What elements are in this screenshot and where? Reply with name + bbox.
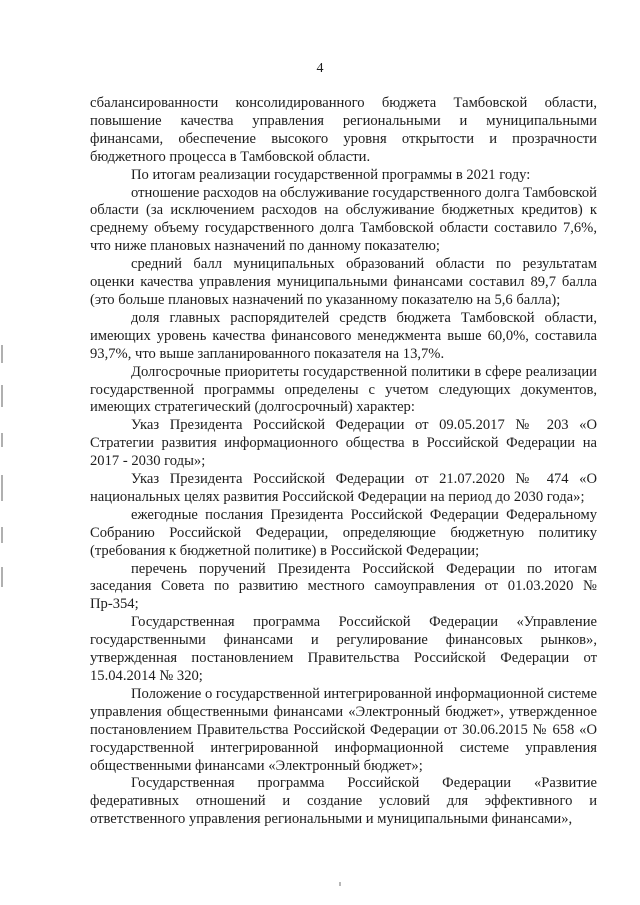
- paragraph: Указ Президента Российской Федерации от 09.05.2017 № 203 «О Стратегии развития информационного общества в Российской Федерации на 2017 - 2030 годы»;: [90, 417, 597, 470]
- paragraph: Долгосрочные приоритеты государственной политики в сфере реализации государственной программы определены с учетом следующих документов, имеющих стратегический (долгосрочный) характер:: [90, 363, 597, 416]
- paragraph: сбалансированности консолидированного бюджета Тамбовской области, повышение качества управления региональными и муниципальными финансами, обеспечение высокого уровня открытости и прозрачности бюджетного процесса в Тамбовской области.: [90, 95, 597, 165]
- page-number: 4: [316, 61, 324, 76]
- paragraph: Государственная программа Российской Федерации «Управление государственными финансами и регулирование финансовых рынков», утвержденная постановлением Правительства Российской Федерации от 15.04.2014 № 320;: [90, 614, 597, 684]
- scan-speck: [339, 882, 341, 886]
- paragraph: перечень поручений Президента Российской Федерации по итогам заседания Совета по развитию местного самоуправления от 01.03.2020 № Пр-354;: [90, 560, 597, 613]
- paragraph: доля главных распорядителей средств бюджета Тамбовской области, имеющих уровень качества финансового менеджмента выше 60,0%, составила 93,7%, что выше запланированного показателя на 13,7%.: [90, 309, 597, 362]
- document-body: [90, 95, 597, 829]
- paragraph: Государственная программа Российской Федерации «Развитие федеративных отношений и создание условий для эффективного и ответственного управления региональными и муниципальными финансами»,: [90, 775, 597, 828]
- scan-margin-marks: [0, 345, 6, 595]
- paragraph: Положение о государственной интегрированной информационной системе управления общественными финансами «Электронный бюджет», утвержденное постановлением Правительства Российской Федерации от 30.06.2015 № 658 «О государственной интегрированной информационной системе управления общественными финансами «Электронный бюджет»;: [90, 685, 597, 774]
- paragraph: средний балл муниципальных образований области по результатам оценки качества управления муниципальными финансами составил 89,7 балла (это больше плановых назначений по указанному показателю на 5,6 балла);: [90, 256, 597, 308]
- paragraph: ежегодные послания Президента Российской Федерации Федеральному Собранию Российской Федерации, определяющие бюджетную политику (требования к бюджетной политике) в Российской Федерации;: [90, 506, 597, 559]
- paragraph: Указ Президента Российской Федерации от 21.07.2020 № 474 «О национальных целях развития Российской Федерации на период до 2030 года»;: [90, 471, 597, 505]
- paragraph: По итогам реализации государственной программы в 2021 году:: [131, 166, 531, 183]
- paragraph: отношение расходов на обслуживание государственного долга Тамбовской области (за исключением расходов на обслуживание бюджетных кредитов) к среднему объему государственного долга Тамбовской области составило 7,6%, что ниже плановых назначений по данному показателю;: [90, 184, 597, 255]
